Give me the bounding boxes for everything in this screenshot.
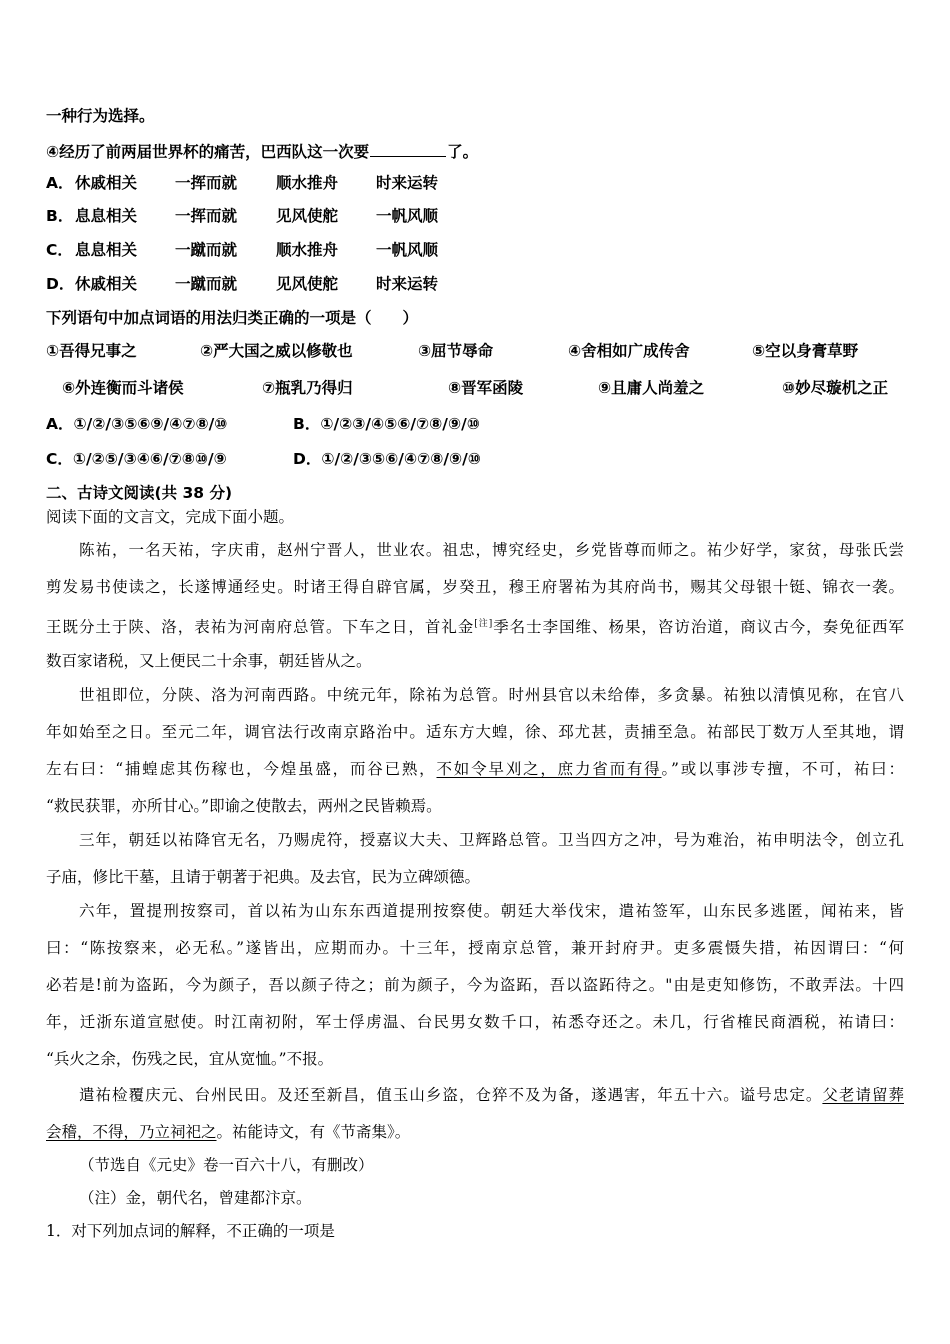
passage-segment: 。”或以事涉专擅，不可，祐曰： — [661, 760, 904, 778]
passage-line: 三年，朝廷以祐降官无名，乃赐虎符，授嘉议大夫、卫辉路总管。卫当四方之冲，号为难治，祐申明法令，创立孔 — [79, 831, 904, 849]
option-d-word: 休戚相关 — [75, 275, 138, 293]
question-usage: 下列语句中加点词语的用法归类正确的一项是（ ） — [46, 309, 419, 327]
option-c-word: 一帆风顺 — [376, 241, 439, 259]
passage-line — [46, 759, 904, 779]
passage-line: 陈祐，一名天祐，字庆甫，赵州宁晋人，世业农。祖忠，博究经史，乡党皆尊而师之。祐少好学，家贫，母张氏尝 — [79, 541, 904, 559]
option-a-letter: A． — [46, 174, 74, 192]
sentence-item: ②严大国之威以修敬也 — [200, 342, 353, 360]
option-b-word: 一挥而就 — [175, 207, 238, 225]
passage-segment: 王既分土于陕、洛，表祐为河南府总管。下车之日，首礼金 — [46, 618, 475, 636]
passage-line — [46, 1122, 410, 1142]
option-2d: D．①/②/③⑤⑥/④⑦⑧/⑨/⑩ — [293, 450, 481, 468]
option-c-word: 一蹴而就 — [175, 241, 238, 259]
sentence-item: ⑧晋军函陵 — [448, 379, 524, 397]
passage-line: 曰：“陈按察来，必无私。”遂皆出，应期而办。十三年，授南京总管，兼开封府尹。吏多震慑失措，祐因谓曰：“何 — [46, 939, 904, 957]
passage-line: 年，迁浙东道宣慰使。时江南初附，军士俘虏温、台民男女数千口，祐悉夺还之。未几，行省榷民商酒税，祐请曰： — [46, 1013, 904, 1031]
option-2a: A．①/②/③⑤⑥⑨/④⑦⑧/⑩ — [46, 415, 228, 433]
option-c-word: 顺水推舟 — [276, 241, 339, 259]
option-d-letter: D． — [46, 275, 75, 293]
passage-segment: 。祐能诗文，有《节斋集》。 — [216, 1123, 411, 1141]
option-a-word: 休戚相关 — [75, 174, 138, 192]
sentence-item: ③屈节辱命 — [418, 342, 494, 360]
option-d-word: 时来运转 — [376, 275, 439, 293]
passage-line: 数百家诸税，又上便民二十余事，朝廷皆从之。 — [46, 652, 372, 670]
passage-line: “兵火之余，伤残之民，宜从宽恤。”不报。 — [46, 1050, 334, 1068]
source-citation: （节选自《元史》卷一百六十八，有删改） — [79, 1156, 374, 1174]
sentence-item: ⑦瓶乳乃得归 — [262, 379, 353, 397]
q4-sentence — [46, 140, 478, 162]
passage-line: 剪发易书使读之，长遂博通经史。时诸王得自辟官属，岁癸丑，穆王府署祐为其府尚书，赐其父母银十铤、锦衣一袭。 — [46, 578, 904, 596]
footnote-marker: [注] — [474, 619, 493, 629]
underlined-sentence: 不如令早刈之，庶力省而有得 — [436, 760, 662, 778]
option-b-word: 一帆风顺 — [376, 207, 439, 225]
q4-after: 了。 — [447, 143, 479, 161]
answer-blank — [370, 140, 446, 157]
sentence-item: ①吾得兄事之 — [46, 342, 137, 360]
passage-line — [46, 1085, 904, 1105]
underlined-sentence: 会稽，不得，乃立祠祀之 — [46, 1123, 217, 1141]
underlined-sentence: 父老请留葬 — [822, 1086, 904, 1104]
passage-line: 子庙，修比干墓，且请于朝著于祀典。及去官，民为立碑颂德。 — [46, 868, 481, 886]
passage-line: 必若是!前为盗跖，今为颜子，吾以颜子待之；前为颜子，今为盗跖，吾以盗跖待之。"由是吏知修饬，不敢弄法。十四 — [46, 976, 904, 994]
sentence-item: ⑥外连衡而斗诸侯 — [62, 379, 184, 397]
option-2b: B．①/②③/④⑤⑥/⑦⑧/⑨/⑩ — [293, 415, 480, 433]
option-c-letter: C． — [46, 241, 73, 259]
option-d-word: 一蹴而就 — [175, 275, 238, 293]
sentence-item: ⑩妙尽璇机之正 — [782, 379, 889, 397]
option-d-word: 见风使舵 — [276, 275, 339, 293]
sentence-item: ④舍相如广成传舍 — [568, 342, 690, 360]
passage-segment: 遣祐检覆庆元、台州民田。及还至新昌，值玉山乡盗，仓猝不及为备，遂遇害，年五十六。谥号忠定。 — [79, 1086, 823, 1104]
q4-before: ④经历了前两届世界杯的痛苦，巴西队这一次要 — [46, 143, 370, 161]
sentence-item: ⑨且庸人尚羞之 — [598, 379, 705, 397]
option-b-letter: B． — [46, 207, 74, 225]
intro-tail: 一种行为选择。 — [46, 107, 155, 125]
passage-line: 年如始至之日。至元二年，调官法行改南京路治中。适东方大蝗，徐、邳尤甚，责捕至急。祐部民丁数万人至其地，谓 — [46, 723, 904, 741]
option-a-word: 顺水推舟 — [276, 174, 339, 192]
passage-line: “救民获罪，亦所甘心。”即谕之使散去，两州之民皆赖焉。 — [46, 797, 442, 815]
question-1: 1．对下列加点词的解释，不正确的一项是 — [46, 1222, 335, 1240]
footnote: （注）金，朝代名，曾建都汴京。 — [79, 1189, 312, 1207]
option-c-word: 息息相关 — [75, 241, 138, 259]
passage-line — [46, 614, 904, 637]
sentence-item: ⑤空以身膏草野 — [752, 342, 859, 360]
option-b-word: 见风使舵 — [276, 207, 339, 225]
passage-line: 世祖即位，分陕、洛为河南西路。中统元年，除祐为总管。时州县官以未给俸，多贪暴。祐独以清慎见称，在官八 — [79, 686, 904, 704]
option-b-word: 息息相关 — [75, 207, 138, 225]
passage-line: 六年，置提刑按察司，首以祐为山东东西道提刑按察使。朝廷大举伐宋，遣祐签军，山东民多逃匿，闻祐来，皆 — [79, 902, 904, 920]
option-a-word: 一挥而就 — [175, 174, 238, 192]
option-2c: C．①/②⑤/③④⑥/⑦⑧⑩/⑨ — [46, 450, 227, 468]
passage-segment: 左右曰：“捕蝗虑其伤稼也，今煌虽盛，而谷已熟， — [46, 760, 437, 778]
instruction: 阅读下面的文言文，完成下面小题。 — [46, 508, 295, 526]
section-title: 二、古诗文阅读(共 38 分) — [46, 484, 233, 502]
option-a-word: 时来运转 — [376, 174, 439, 192]
passage-segment: 季名士李国维、杨果，咨访治道，商议古今，奏免征西军 — [492, 618, 904, 636]
